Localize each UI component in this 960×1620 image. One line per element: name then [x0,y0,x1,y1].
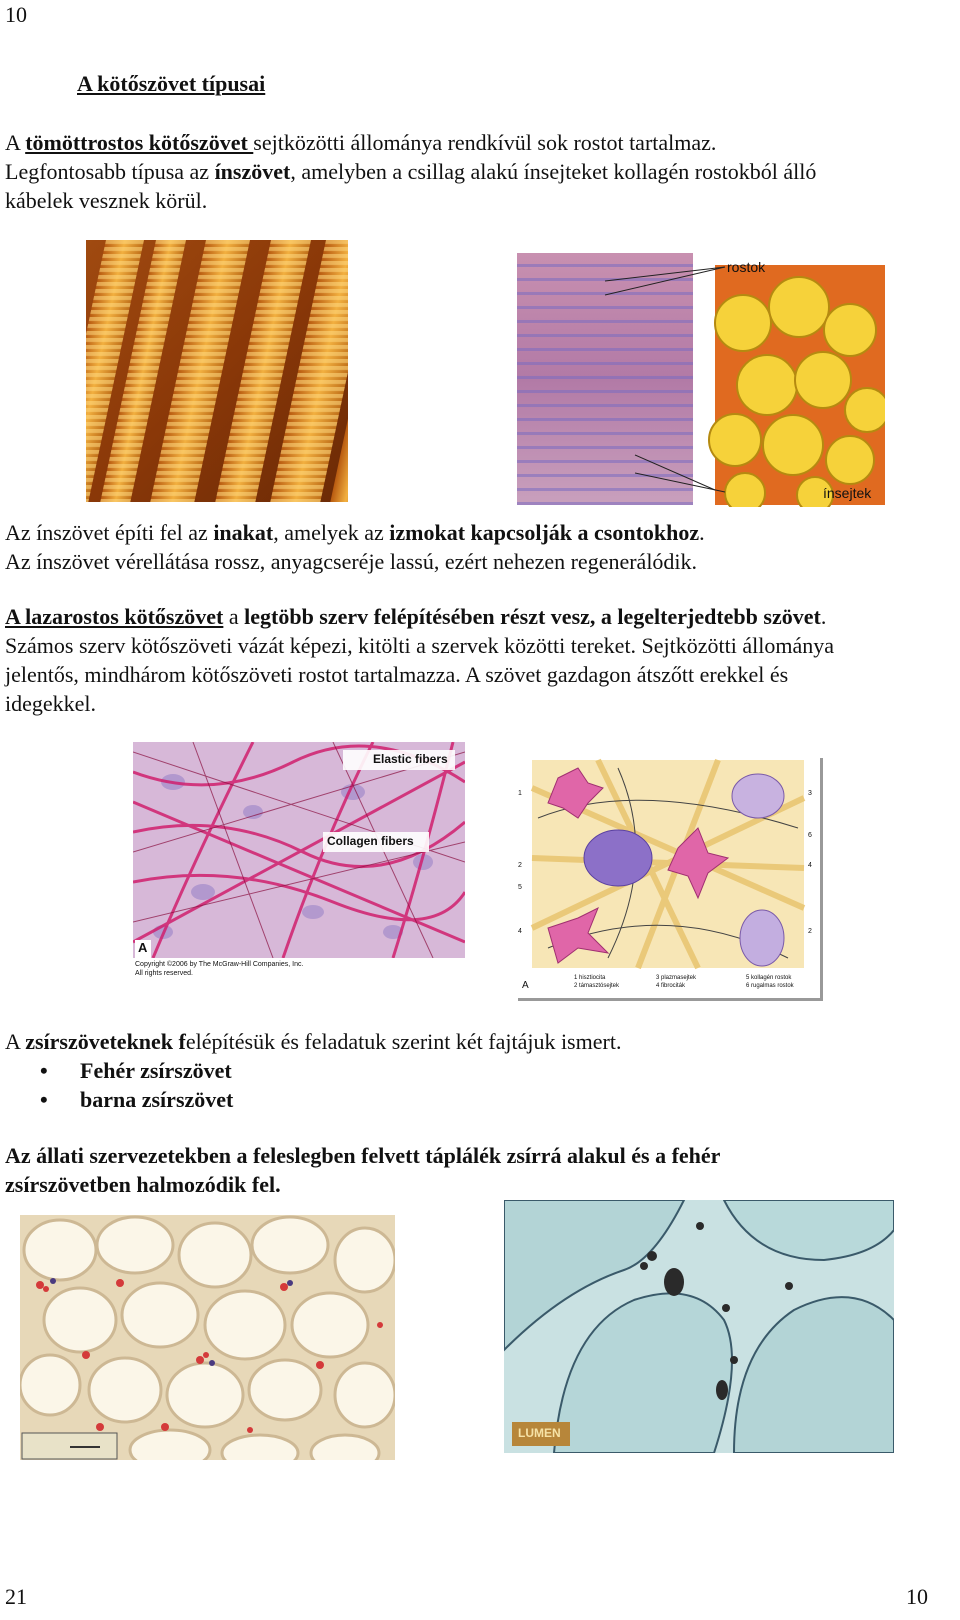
footer-page-right: 10 [906,1584,928,1609]
list-item-white-fat: • Fehér zsírszövet [0,1056,233,1085]
diagram-number-left-4: 4 [518,928,522,935]
legend-col-2 [656,974,696,990]
legend-item: 2 támasztósejtek [574,983,620,989]
label-rostok: rostok [727,259,766,275]
paragraph-dense-connective [5,128,816,215]
legend-item: 1 hisztiocita [574,975,606,981]
legend-item: 4 fibrociták [656,983,686,989]
paragraph-loose-connective [5,602,834,718]
text: Az állati szervezetekben a feleslegben felvett táplálék zsírrá alakul és a fehér [5,1143,721,1168]
diagram-number-right-3: 4 [808,862,812,869]
legend-col-3 [746,974,794,990]
text: Legfontosabb típusa az [5,159,215,184]
text: idegekkel. [5,691,97,716]
text: a [223,604,245,629]
term-most-widespread: legtöbb szerv felépítésében részt vesz, a legelterjedtebb szövet [244,604,821,629]
text: jelentős, mindhárom kötőszöveti rostot tartalmazza. A szövet gazdagon átszőtt erekkel és [5,662,789,687]
text: kábelek vesznek körül. [5,188,208,213]
copyright-line-1: Copyright ©2006 by The McGraw-Hill Companies, Inc. [135,961,304,968]
text: Az ínszövet vérellátása rossz, anyagcseréje lassú, ezért nehezen regenerálódik. [5,549,698,574]
copyright-line-2: All rights reserved. [135,970,193,977]
adipose-cells-image [504,1200,894,1453]
paragraph-adipose [5,1027,621,1056]
term-dense-connective: tömöttrostos kötőszövet [25,130,254,155]
label-collagen-fibers: Collagen fibers [327,834,414,848]
diagram-panel-label-a: A [522,980,529,991]
text: sejtközötti állománya rendkívül sok rostot tartalmaz. [253,130,717,155]
cell-types-diagram-image [518,758,823,1001]
section-title: A kötőszövet típusai [77,71,266,96]
text: A [5,1029,26,1054]
text: , amelyben a csillag alakú ínsejteket kollagén rostokból álló [290,159,817,184]
text: Az ínszövet építi fel az [5,520,214,545]
lumen-logo: LUMEN [518,1426,561,1440]
page-number-top: 10 [5,2,27,27]
legend-item: 5 kollagén rostok [746,975,792,981]
term-muscle-bone: izmokat kapcsolják a csontokhoz [389,520,700,545]
diagram-number-right-4: 2 [808,928,812,935]
diagram-number-left-3: 5 [518,884,522,891]
panel-label-a: A [138,940,148,955]
paragraph-fat-storage [5,1141,720,1199]
legend-col-1 [574,974,619,990]
label-elastic-fibers: Elastic fibers [373,752,448,766]
adipose-types-list [0,1056,233,1114]
collagen-micrograph-image [86,240,348,502]
term-loose-connective: A lazarostos kötőszövet [5,604,224,629]
list-item-brown-fat: • barna zsírszövet [0,1085,233,1114]
tendon-diagram-image [515,245,885,507]
paragraph-tendon [5,518,705,576]
term-adipose: zsírszöveteknek f [25,1029,186,1054]
label-insejtek: ínsejtek [823,485,872,501]
footer-page-left: 21 [5,1584,27,1609]
text: zsírszövetben halmozódik fel. [5,1172,281,1197]
legend-item: 6 rugalmas rostok [746,983,794,989]
text: elépítésük és feladatuk szerint két fajtájuk ismert. [185,1029,622,1054]
text: A [5,130,26,155]
term-tendons: inakat [213,520,274,545]
text: . [699,520,705,545]
text: , amelyek az [273,520,390,545]
diagram-number-right-2: 6 [808,832,812,839]
legend-item: 3 plazmasejtek [656,975,697,981]
text: Számos szerv kötőszöveti vázát képezi, kitölti a szervek közötti tereket. Sejtközötti állománya [5,633,835,658]
white-adipose-micrograph-image [20,1215,395,1460]
diagram-number-left-1: 1 [518,790,522,797]
diagram-number-left-2: 2 [518,862,522,869]
loose-connective-micrograph-image [133,742,465,980]
term-tendon-tissue: ínszövet [214,159,291,184]
diagram-number-right-1: 3 [808,790,812,797]
copyright-notice [135,960,303,978]
text: . [820,604,827,629]
